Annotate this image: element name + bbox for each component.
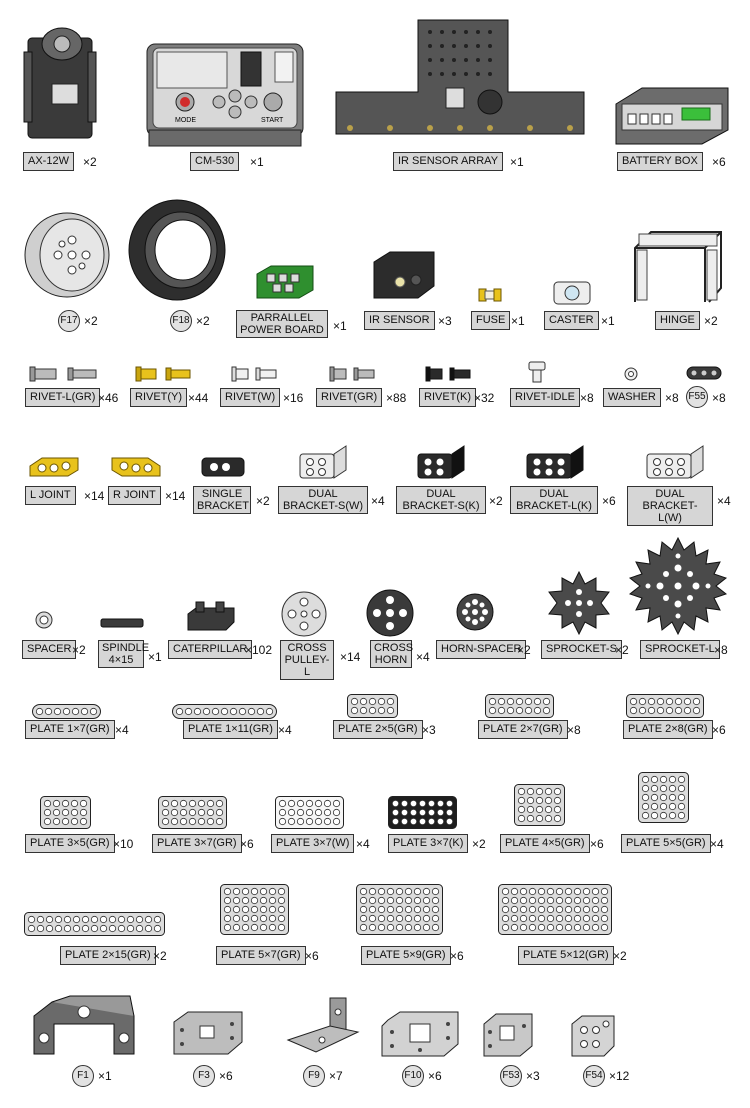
sprocket-s-label: SPROCKET-S (541, 640, 622, 659)
f54-qty: ×12 (609, 1069, 630, 1083)
ir-sensor-array-icon (330, 18, 590, 146)
dual-bracket-l-k-label: DUAL BRACKET-L(K) (510, 486, 598, 514)
f17-label: F17 (58, 310, 80, 332)
f9-qty: ×7 (329, 1069, 343, 1083)
plate-3x7-k-qty: ×2 (472, 837, 486, 851)
ir-sensor-array-label: IR SENSOR ARRAY (393, 152, 503, 171)
plate-5x12-qty: ×2 (613, 949, 627, 963)
plate-2x15-icon (24, 912, 165, 936)
f55-link-icon (686, 366, 722, 380)
f54-frame-icon (570, 1014, 616, 1058)
plate-2x8-qty: ×6 (712, 723, 726, 737)
f18-tire-icon (125, 196, 230, 304)
f17-qty: ×2 (84, 314, 98, 328)
single-bracket-qty: ×2 (256, 494, 270, 508)
rivet-l-gr-icon (28, 366, 98, 382)
single-bracket-icon (200, 456, 246, 478)
plate-2x5-icon (347, 694, 398, 718)
rivet-k-qty: ×32 (474, 391, 495, 405)
ax12w-servo-icon (22, 18, 102, 146)
rivet-w-icon (230, 366, 280, 382)
fuse-icon (478, 288, 502, 302)
plate-3x7-w-qty: ×4 (356, 837, 370, 851)
plate-2x5-qty: ×3 (422, 723, 436, 737)
spindle-icon (100, 618, 144, 628)
plate-3x7-w-icon (275, 796, 344, 829)
f3-qty: ×6 (219, 1069, 233, 1083)
ir-sensor-label: IR SENSOR (364, 311, 435, 330)
spacer-qty: ×2 (72, 643, 86, 657)
cross-horn-icon (365, 588, 415, 638)
plate-2x15-qty: ×2 (153, 949, 167, 963)
f18-qty: ×2 (196, 314, 210, 328)
plate-3x7-k-label: PLATE 3×7(K) (388, 834, 468, 853)
rivet-gr-label: RIVET(GR) (316, 388, 382, 407)
dual-bracket-l-w-qty: ×4 (717, 494, 731, 508)
sprocket-s-icon (546, 570, 612, 636)
r-joint-label: R JOINT (108, 486, 161, 505)
plate-1x7-label: PLATE 1×7(GR) (25, 720, 115, 739)
rivet-y-label: RIVET(Y) (130, 388, 187, 407)
hinge-qty: ×2 (704, 314, 718, 328)
cm530-mode-text: MODE (175, 117, 196, 124)
dual-bracket-l-w-label: DUAL BRACKET-L(W) (627, 486, 713, 526)
battery-box-icon (612, 80, 732, 148)
f18-label: F18 (170, 310, 192, 332)
cm530-label: CM-530 (190, 152, 239, 171)
rivet-gr-qty: ×88 (386, 391, 407, 405)
dual-bracket-l-k-icon (525, 444, 585, 480)
cross-horn-label: CROSS HORN (370, 640, 412, 668)
dual-bracket-s-w-qty: ×4 (371, 494, 385, 508)
f10-frame-icon (380, 1010, 460, 1058)
rivet-l-gr-label: RIVET-L(GR) (25, 388, 100, 407)
battery-box-label: BATTERY BOX (617, 152, 703, 171)
dual-bracket-l-k-qty: ×6 (602, 494, 616, 508)
plate-5x9-label: PLATE 5×9(GR) (361, 946, 451, 965)
plate-3x7-k-icon (388, 796, 457, 829)
plate-5x9-qty: ×6 (450, 949, 464, 963)
horn-spacer-icon (455, 592, 495, 632)
f9-frame-icon (286, 996, 360, 1058)
plate-2x7-icon (485, 694, 554, 718)
plate-2x7-qty: ×8 (567, 723, 581, 737)
caster-qty: ×1 (601, 314, 615, 328)
f53-frame-icon (482, 1012, 534, 1058)
plate-5x5-qty: ×4 (710, 837, 724, 851)
caterpillar-icon (186, 600, 236, 632)
plate-2x8-icon (626, 694, 704, 718)
caster-label: CASTER (544, 311, 599, 330)
washer-label: WASHER (603, 388, 661, 407)
single-bracket-label: SINGLE BRACKET (193, 486, 251, 514)
f17-wheel-icon (22, 210, 112, 300)
plate-3x7-w-label: PLATE 3×7(W) (271, 834, 354, 853)
cross-horn-qty: ×4 (416, 650, 430, 664)
f53-qty: ×3 (526, 1069, 540, 1083)
ax12w-qty: ×2 (83, 155, 97, 169)
plate-5x7-qty: ×6 (305, 949, 319, 963)
rivet-k-label: RIVET(K) (419, 388, 476, 407)
horn-spacer-qty: ×2 (517, 643, 531, 657)
plate-2x7-label: PLATE 2×7(GR) (478, 720, 568, 739)
r-joint-qty: ×14 (165, 489, 186, 503)
plate-4x5-label: PLATE 4×5(GR) (500, 834, 590, 853)
parallel-power-board-label: PARRALLEL POWER BOARD (236, 310, 328, 338)
fuse-label: FUSE (471, 311, 510, 330)
caterpillar-label: CATERPILLAR (168, 640, 252, 659)
plate-3x5-qty: ×10 (113, 837, 134, 851)
rivet-gr-icon (328, 366, 378, 382)
spacer-label: SPACER (22, 640, 76, 659)
plate-5x7-label: PLATE 5×7(GR) (216, 946, 306, 965)
sprocket-l-icon (628, 536, 728, 636)
rivet-l-gr-qty: ×46 (98, 391, 119, 405)
plate-5x5-icon (638, 772, 689, 823)
rivet-k-icon (424, 366, 474, 382)
dual-bracket-s-k-qty: ×2 (489, 494, 503, 508)
horn-spacer-label: HORN-SPACER (436, 640, 526, 659)
plate-2x5-label: PLATE 2×5(GR) (333, 720, 423, 739)
washer-qty: ×8 (665, 391, 679, 405)
rivet-y-qty: ×44 (188, 391, 209, 405)
f9-label: F9 (303, 1065, 325, 1087)
plate-5x5-label: PLATE 5×5(GR) (621, 834, 711, 853)
f10-qty: ×6 (428, 1069, 442, 1083)
caterpillar-qty: ×102 (245, 643, 273, 657)
sprocket-s-qty: ×2 (615, 643, 629, 657)
f55-label: F55 (686, 386, 708, 408)
caster-icon (552, 280, 592, 306)
sprocket-l-label: SPROCKET-L (640, 640, 720, 659)
battery-box-qty: ×6 (712, 155, 726, 169)
rivet-y-icon (134, 366, 194, 382)
f3-label: F3 (193, 1065, 215, 1087)
l-joint-label: L JOINT (25, 486, 76, 505)
plate-1x11-label: PLATE 1×11(GR) (183, 720, 278, 739)
dual-bracket-s-w-label: DUAL BRACKET-S(W) (278, 486, 368, 514)
f55-qty: ×8 (712, 391, 726, 405)
f1-qty: ×1 (98, 1069, 112, 1083)
r-joint-icon (110, 456, 162, 478)
plate-3x7-gr-label: PLATE 3×7(GR) (152, 834, 242, 853)
plate-1x7-icon (32, 704, 101, 719)
plate-5x12-icon (498, 884, 612, 935)
sprocket-l-qty: ×8 (714, 643, 728, 657)
dual-bracket-l-w-icon (645, 444, 705, 480)
spindle-qty: ×1 (148, 650, 162, 664)
plate-1x7-qty: ×4 (115, 723, 129, 737)
plate-1x11-qty: ×4 (278, 723, 292, 737)
rivet-w-label: RIVET(W) (220, 388, 280, 407)
plate-2x8-label: PLATE 2×8(GR) (623, 720, 713, 739)
plate-3x7-gr-qty: ×6 (240, 837, 254, 851)
plate-2x15-label: PLATE 2×15(GR) (60, 946, 156, 965)
spindle-label: SPINDLE 4×15 (98, 640, 144, 668)
rivet-idle-icon (527, 360, 547, 384)
f10-label: F10 (402, 1065, 424, 1087)
hinge-icon (625, 222, 725, 304)
f1-frame-icon (30, 994, 136, 1058)
plate-3x7-gr-icon (158, 796, 227, 829)
cm530-controller-icon (145, 40, 305, 150)
plate-1x11-icon (172, 704, 277, 719)
cm530-start-text: START (261, 117, 284, 124)
ir-sensor-icon (370, 250, 438, 300)
rivet-w-qty: ×16 (283, 391, 304, 405)
ir-sensor-array-qty: ×1 (510, 155, 524, 169)
cm530-qty: ×1 (250, 155, 264, 169)
fuse-qty: ×1 (511, 314, 525, 328)
rivet-idle-qty: ×8 (580, 391, 594, 405)
rivet-idle-label: RIVET-IDLE (510, 388, 580, 407)
plate-3x5-label: PLATE 3×5(GR) (25, 834, 115, 853)
l-joint-qty: ×14 (84, 489, 105, 503)
parallel-power-board-icon (255, 264, 315, 300)
plate-4x5-icon (514, 784, 565, 826)
ir-sensor-qty: ×3 (438, 314, 452, 328)
parallel-power-board-qty: ×1 (333, 319, 347, 333)
dual-bracket-s-w-icon (298, 444, 348, 480)
dual-bracket-s-k-icon (416, 444, 466, 480)
f54-label: F54 (583, 1065, 605, 1087)
l-joint-icon (28, 456, 80, 478)
plate-5x9-icon (356, 884, 443, 935)
ax12w-label: AX-12W (23, 152, 74, 171)
spacer-icon (34, 610, 54, 630)
cross-pulley-l-icon (280, 590, 328, 638)
hinge-label: HINGE (655, 311, 700, 330)
f1-label: F1 (72, 1065, 94, 1087)
f53-label: F53 (500, 1065, 522, 1087)
cross-pulley-l-qty: ×14 (340, 650, 361, 664)
plate-4x5-qty: ×6 (590, 837, 604, 851)
washer-icon (624, 367, 638, 381)
plate-5x7-icon (220, 884, 289, 935)
plate-3x5-icon (40, 796, 91, 829)
f3-frame-icon (172, 1010, 244, 1056)
cross-pulley-l-label: CROSS PULLEY-L (280, 640, 334, 680)
plate-5x12-label: PLATE 5×12(GR) (518, 946, 614, 965)
dual-bracket-s-k-label: DUAL BRACKET-S(K) (396, 486, 486, 514)
